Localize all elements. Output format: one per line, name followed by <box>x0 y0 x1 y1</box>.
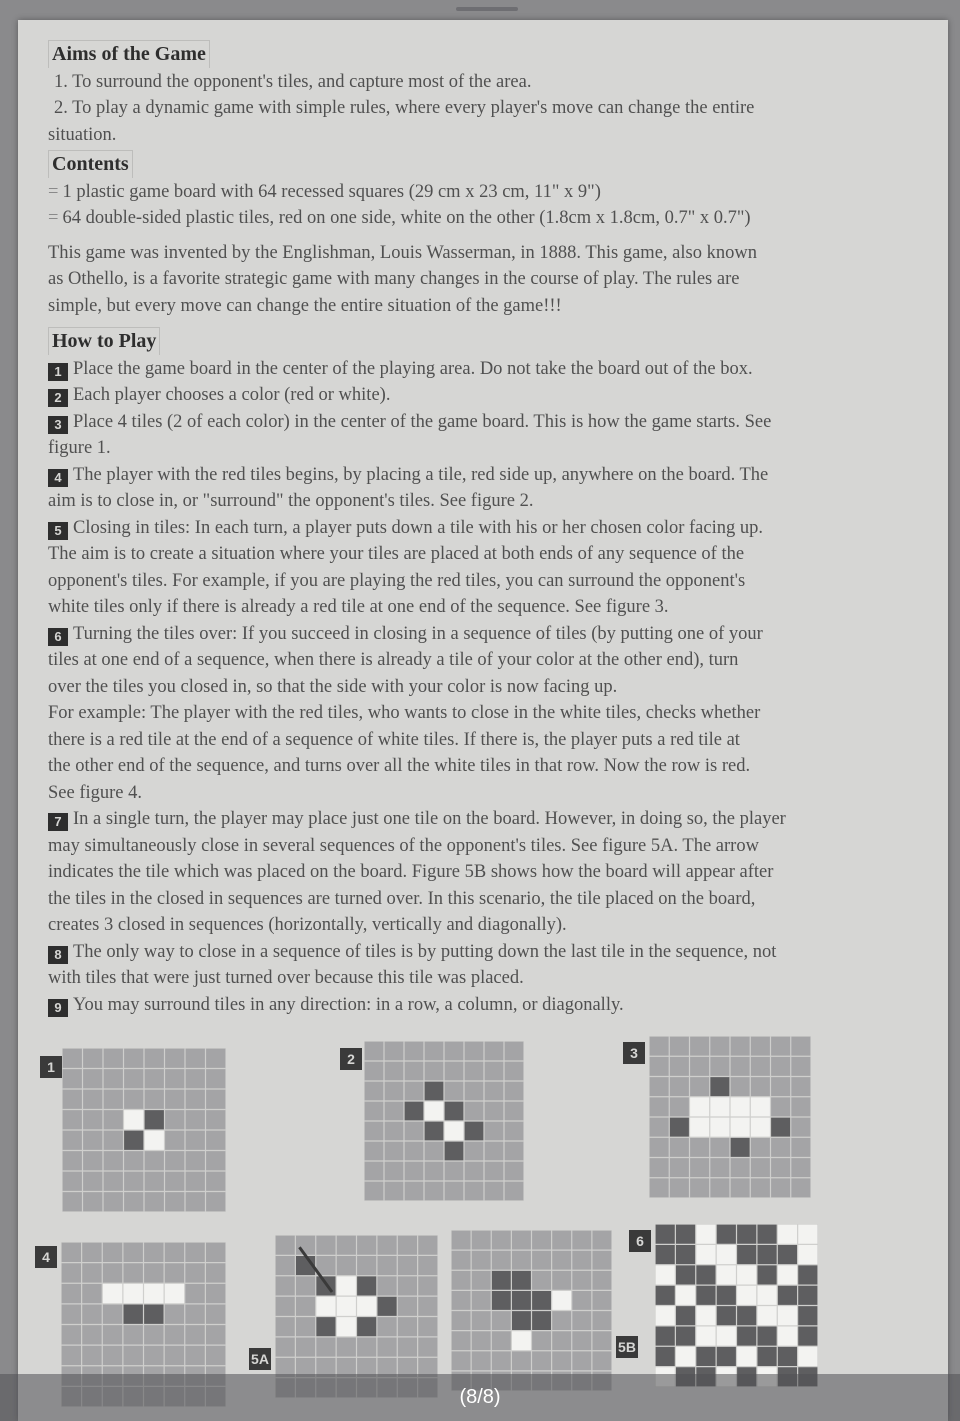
dark-tile <box>675 1224 695 1244</box>
dark-tile <box>696 1265 716 1285</box>
white-tile <box>730 1097 750 1117</box>
page-indicator: (8/8) <box>459 1386 501 1408</box>
dark-tile <box>716 1285 736 1305</box>
dark-tile <box>655 1346 675 1366</box>
white-tile <box>124 1110 145 1131</box>
white-tile <box>316 1296 336 1316</box>
dark-tile <box>710 1077 730 1097</box>
dark-tile <box>737 1224 757 1244</box>
figures-area <box>18 20 948 1421</box>
white-tile <box>730 1117 750 1137</box>
white-tile <box>777 1224 797 1244</box>
step-text: Turning the tiles over: If you succeed in closing in a sequence of tiles (by putting one of your <box>73 623 763 644</box>
white-tile <box>716 1326 736 1346</box>
board-grid <box>451 1230 612 1391</box>
white-tile <box>690 1117 710 1137</box>
white-tile <box>737 1346 757 1366</box>
white-tile <box>777 1326 797 1346</box>
step-text: over the tiles you closed in, so that the side with your color is now facing up. <box>48 676 618 697</box>
dark-tile <box>771 1117 791 1137</box>
step-number: 5 <box>48 522 68 540</box>
dark-tile <box>655 1326 675 1346</box>
figure-board <box>451 1230 612 1396</box>
dark-tile <box>716 1346 736 1366</box>
aims-item: 1. To surround the opponent's tiles, and capture most of the area. <box>54 71 532 92</box>
step-text: with tiles that were just turned over because this tile was placed. <box>48 968 524 988</box>
dark-tile <box>655 1224 675 1244</box>
step-text: Place the game board in the center of the playing area. Do not take the board out of the box. <box>73 358 753 379</box>
white-tile <box>710 1117 730 1137</box>
dark-tile <box>357 1317 377 1337</box>
step-text: Place 4 tiles (2 of each color) in the center of the game board. This is how the game starts. See <box>73 411 772 432</box>
aims-title: Aims of the Game <box>48 40 210 68</box>
dark-tile <box>675 1265 695 1285</box>
dark-tile <box>798 1306 818 1326</box>
white-tile <box>424 1101 444 1121</box>
dark-tile <box>444 1141 464 1161</box>
board-grid <box>364 1041 524 1201</box>
white-tile <box>696 1306 716 1326</box>
dark-tile <box>491 1270 511 1290</box>
step-text: In a single turn, the player may place just one tile on the board. However, in doing so, the player <box>73 809 786 829</box>
dark-tile <box>777 1285 797 1305</box>
step-text: aim is to close in, or "surround" the opponent's tiles. See figure 2. <box>48 491 534 511</box>
dark-tile <box>424 1081 444 1101</box>
figure-board <box>655 1224 818 1392</box>
white-tile <box>102 1283 123 1304</box>
dark-tile <box>532 1290 552 1310</box>
white-tile <box>798 1224 818 1244</box>
white-tile <box>655 1265 675 1285</box>
step-text: For example: The player with the red tiles, who wants to close in the white tiles, checks whether <box>48 703 761 723</box>
intro-line: simple, but every move can change the entire situation of the game!!! <box>48 295 562 316</box>
dark-tile <box>696 1346 716 1366</box>
figure-label: 1 <box>40 1056 62 1078</box>
white-tile <box>675 1346 695 1366</box>
figure-label: 5A <box>249 1348 271 1370</box>
bullet-icon: = <box>48 208 59 228</box>
white-tile <box>336 1317 356 1337</box>
white-tile <box>696 1224 716 1244</box>
figure-board <box>364 1041 524 1206</box>
dark-tile <box>124 1130 145 1151</box>
dark-tile <box>675 1326 695 1346</box>
step-text: white tiles only if there is already a red tile at one end of the sequence. See figure 3. <box>48 597 669 617</box>
contents-item: 1 plastic game board with 64 recessed squares (29 cm x 23 cm, 11" x 9") <box>62 181 601 202</box>
step-number: 8 <box>48 946 68 964</box>
white-tile <box>750 1117 770 1137</box>
dark-tile <box>777 1346 797 1366</box>
white-tile <box>798 1244 818 1264</box>
white-tile <box>336 1276 356 1296</box>
contents-item: 64 double-sided plastic tiles, red on one side, white on the other (1.8cm x 1.8cm, 0.7" x 0.7") <box>62 208 751 228</box>
figure-label: 2 <box>340 1048 362 1070</box>
figure-label: 5B <box>616 1336 638 1358</box>
dark-tile <box>532 1311 552 1331</box>
step-number: 2 <box>48 389 68 407</box>
white-tile <box>798 1346 818 1366</box>
step-text: See figure 4. <box>48 782 143 803</box>
step-number: 7 <box>48 813 68 831</box>
step-text: opponent's tiles. For example, if you are playing the red tiles, you can surround the opponent's <box>48 570 746 591</box>
step-number: 4 <box>48 469 68 487</box>
dark-tile <box>730 1137 750 1157</box>
step-number: 1 <box>48 363 68 381</box>
dark-tile <box>144 1110 165 1131</box>
dark-tile <box>675 1306 695 1326</box>
board-grid <box>655 1224 818 1387</box>
step-text: The player with the red tiles begins, by placing a tile, red side up, anywhere on the board. The <box>73 464 769 485</box>
intro-line: This game was invented by the Englishman, Louis Wasserman, in 1888. This game, also known <box>48 242 757 263</box>
step-text: indicates the tile which was placed on the board. Figure 5B shows how the board will appear after <box>48 862 774 882</box>
document-page <box>18 20 948 1421</box>
white-tile <box>336 1296 356 1316</box>
intro-line: as Othello, is a favorite strategic game with many changes in the course of play. The rules are <box>48 269 740 289</box>
white-tile <box>444 1121 464 1141</box>
white-tile <box>716 1265 736 1285</box>
white-tile <box>511 1331 531 1351</box>
step-text: Each player chooses a color (red or white). <box>73 385 391 405</box>
dark-tile <box>377 1296 397 1316</box>
white-tile <box>777 1306 797 1326</box>
step-number: 6 <box>48 628 68 646</box>
white-tile <box>144 1283 165 1304</box>
white-tile <box>123 1283 144 1304</box>
dark-tile <box>777 1244 797 1264</box>
dark-tile <box>511 1290 531 1310</box>
dark-tile <box>798 1265 818 1285</box>
dark-tile <box>511 1311 531 1331</box>
dark-tile <box>798 1285 818 1305</box>
aims-item: 2. To play a dynamic game with simple rules, where every player's move can change the entire <box>54 98 755 118</box>
board-grid <box>62 1048 226 1212</box>
dark-tile <box>655 1244 675 1264</box>
dark-tile <box>491 1290 511 1310</box>
white-tile <box>144 1130 165 1151</box>
dark-tile <box>669 1117 689 1137</box>
dark-tile <box>757 1265 777 1285</box>
step-text: may simultaneously close in several sequences of the opponent's tiles. See figure 5A. The arrow <box>48 835 759 856</box>
dark-tile <box>696 1285 716 1305</box>
figure-label: 6 <box>629 1230 651 1252</box>
dark-tile <box>757 1224 777 1244</box>
dark-tile <box>655 1285 675 1305</box>
white-tile <box>757 1285 777 1305</box>
dark-tile <box>737 1326 757 1346</box>
dark-tile <box>404 1101 424 1121</box>
dark-tile <box>757 1244 777 1264</box>
dark-tile <box>511 1270 531 1290</box>
white-tile <box>696 1326 716 1346</box>
dark-tile <box>737 1244 757 1264</box>
step-text: tiles at one end of a sequence, when there is already a tile of your color at the other end), turn <box>48 650 739 670</box>
dark-tile <box>757 1326 777 1346</box>
white-tile <box>757 1306 777 1326</box>
white-tile <box>357 1296 377 1316</box>
dark-tile <box>716 1224 736 1244</box>
board-grid <box>649 1036 811 1198</box>
step-number: 9 <box>48 999 68 1017</box>
figure-label: 3 <box>623 1042 645 1064</box>
white-tile <box>750 1097 770 1117</box>
white-tile <box>655 1306 675 1326</box>
step-text: the tiles in the closed in sequences are turned over. In this scenario, the tile placed on the board, <box>48 888 756 909</box>
dark-tile <box>716 1306 736 1326</box>
step-text: there is a red tile at the end of a sequence of white tiles. If there is, the player puts a red tile at <box>48 729 740 750</box>
white-tile <box>710 1097 730 1117</box>
dark-tile <box>798 1326 818 1346</box>
figure-board <box>62 1048 226 1217</box>
step-number: 3 <box>48 416 68 434</box>
white-tile <box>696 1244 716 1264</box>
white-tile <box>552 1290 572 1310</box>
white-tile <box>675 1285 695 1305</box>
bullet-icon: = <box>48 181 59 202</box>
dark-tile <box>424 1121 444 1141</box>
grabber-handle[interactable] <box>456 7 518 11</box>
white-tile <box>737 1265 757 1285</box>
step-text: The only way to close in a sequence of tiles is by putting down the last tile in the sequence, not <box>73 941 777 962</box>
dark-tile <box>123 1304 144 1325</box>
step-text: the other end of the sequence, and turns over all the white tiles in that row. Now the row is red. <box>48 756 751 776</box>
figure-label: 4 <box>35 1246 57 1268</box>
how-to-play-title: How to Play <box>48 327 160 355</box>
aims-item: situation. <box>48 124 117 145</box>
figure-board <box>649 1036 811 1203</box>
white-tile <box>716 1244 736 1264</box>
dark-tile <box>464 1121 484 1141</box>
dark-tile <box>675 1244 695 1264</box>
white-tile <box>164 1283 185 1304</box>
step-text: Closing in tiles: In each turn, a player puts down a tile with his or her chosen color facing up. <box>73 517 763 538</box>
dark-tile <box>144 1304 165 1325</box>
dark-tile <box>737 1306 757 1326</box>
white-tile <box>690 1097 710 1117</box>
white-tile <box>777 1265 797 1285</box>
dark-tile <box>316 1317 336 1337</box>
dark-tile <box>357 1276 377 1296</box>
step-text: creates 3 closed in sequences (horizontally, vertically and diagonally). <box>48 915 567 935</box>
step-text: The aim is to create a situation where your tiles are placed at both ends of any sequence of the <box>48 544 745 564</box>
step-text: You may surround tiles in any direction: in a row, a column, or diagonally. <box>73 994 624 1015</box>
white-tile <box>737 1285 757 1305</box>
contents-title: Contents <box>48 150 133 178</box>
step-text: figure 1. <box>48 438 111 458</box>
dark-tile <box>444 1101 464 1121</box>
dark-tile <box>757 1346 777 1366</box>
